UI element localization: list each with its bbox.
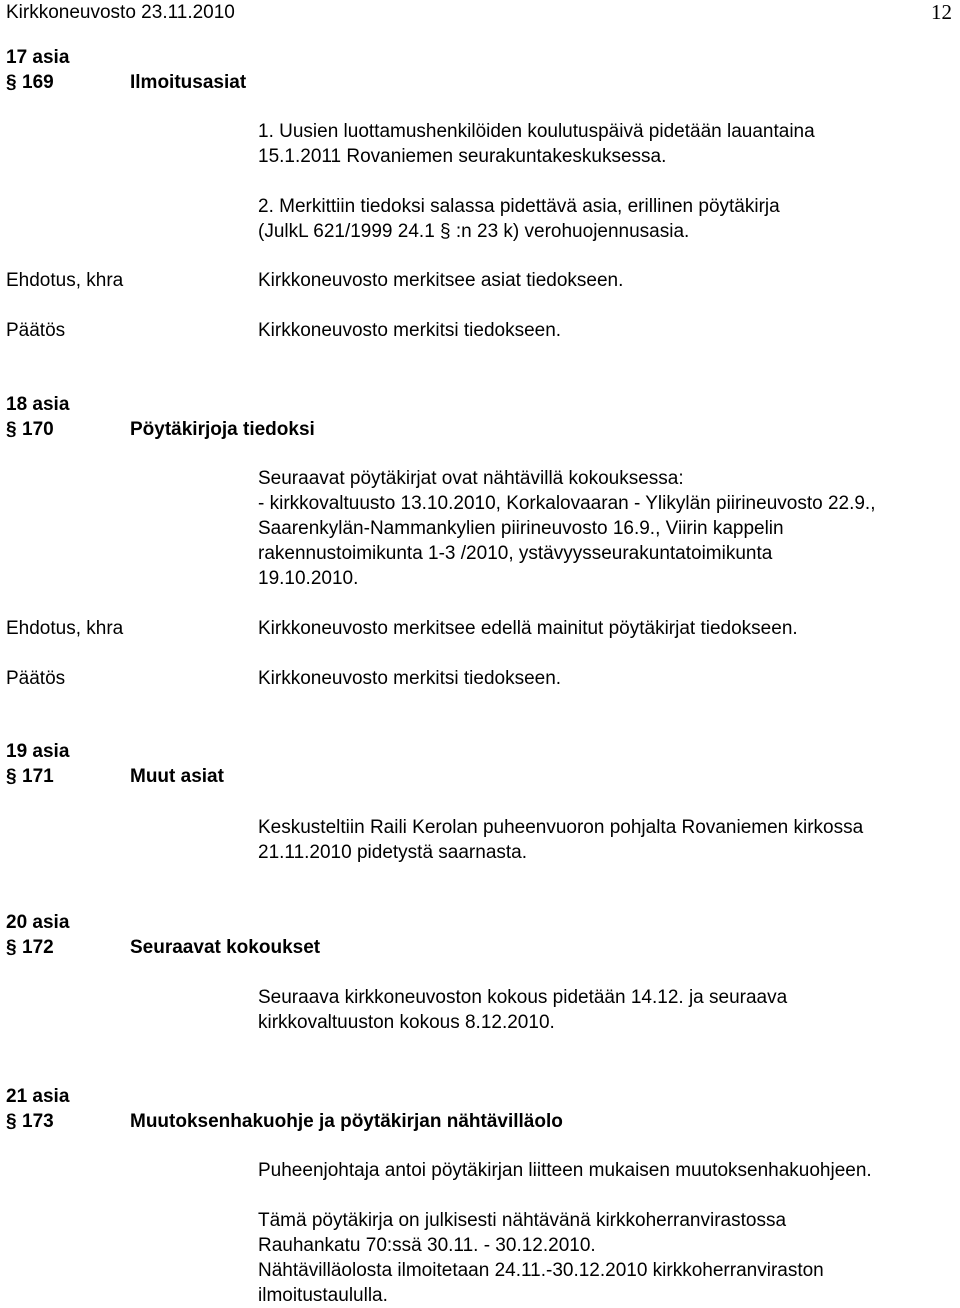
- page-number: 12: [931, 0, 952, 24]
- section-heading: [6, 935, 54, 960]
- section-heading: [6, 70, 54, 95]
- decision-label: Päätös: [6, 668, 66, 689]
- section-asia-number: 17 asia: [6, 47, 70, 68]
- section-title: Muutoksenhakuohje ja pöytäkirjan nähtävilläolo: [130, 1111, 563, 1132]
- body-line: (JulkL 621/1999 24.1 § :n 23 k) verohuojennusasia.: [258, 221, 690, 242]
- body-line: Keskusteltiin Raili Kerolan puheenvuoron pohjalta Rovaniemen kirkossa: [258, 817, 864, 838]
- proposal-label: Ehdotus, khra: [6, 618, 124, 639]
- body-line: 19.10.2010.: [258, 568, 359, 589]
- section-heading: [6, 764, 54, 789]
- section-symbol: §: [6, 766, 17, 787]
- section-number: 171: [22, 766, 54, 787]
- body-line: Rauhankatu 70:ssä 30.11. - 30.12.2010.: [258, 1235, 596, 1256]
- decision-text: Kirkkoneuvosto merkitsi tiedokseen.: [258, 320, 562, 341]
- body-line: Saarenkylän-Nammankylien piirineuvosto 16.9., Viirin kappelin: [258, 518, 784, 539]
- section-symbol: §: [6, 419, 17, 440]
- section-asia-number: 18 asia: [6, 394, 70, 415]
- section-asia-number: 20 asia: [6, 912, 70, 933]
- body-line: 15.1.2011 Rovaniemen seurakuntakeskuksessa.: [258, 146, 667, 167]
- body-line: kirkkovaltuuston kokous 8.12.2010.: [258, 1012, 555, 1033]
- decision-text: Kirkkoneuvosto merkitsi tiedokseen.: [258, 668, 562, 689]
- section-number: 170: [22, 419, 54, 440]
- section-title: Ilmoitusasiat: [130, 72, 247, 93]
- section-title: Seuraavat kokoukset: [130, 937, 321, 958]
- section-title: Muut asiat: [130, 766, 224, 787]
- section-heading: [6, 1109, 54, 1134]
- header-title: Kirkkoneuvosto 23.11.2010: [6, 2, 235, 23]
- section-symbol: §: [6, 937, 17, 958]
- decision-label: Päätös: [6, 320, 66, 341]
- body-line: Puheenjohtaja antoi pöytäkirjan liitteen mukaisen muutoksenhakuohjeen.: [258, 1160, 872, 1181]
- proposal-text: Kirkkoneuvosto merkitsee asiat tiedokseen.: [258, 270, 624, 291]
- section-asia-number: 19 asia: [6, 741, 70, 762]
- body-line: ilmoitustaululla.: [258, 1285, 388, 1306]
- body-line: Seuraavat pöytäkirjat ovat nähtävillä kokouksessa:: [258, 468, 684, 489]
- body-line: rakennustoimikunta 1-3 /2010, ystävyysseurakuntatoimikunta: [258, 543, 773, 564]
- body-line: Seuraava kirkkoneuvoston kokous pidetään 14.12. ja seuraava: [258, 987, 788, 1008]
- section-number: 173: [22, 1111, 54, 1132]
- body-line: Nähtävilläolosta ilmoitetaan 24.11.-30.12.2010 kirkkoherranviraston: [258, 1260, 824, 1281]
- section-number: 172: [22, 937, 54, 958]
- body-line: 1. Uusien luottamushenkilöiden koulutuspäivä pidetään lauantaina: [258, 121, 815, 142]
- section-asia-number: 21 asia: [6, 1086, 70, 1107]
- page-header: [0, 0, 960, 26]
- body-line: 21.11.2010 pidetystä saarnasta.: [258, 842, 528, 863]
- body-line: - kirkkovaltuusto 13.10.2010, Korkalovaaran - Ylikylän piirineuvosto 22.9.,: [258, 493, 876, 514]
- section-title: Pöytäkirjoja tiedoksi: [130, 419, 315, 440]
- section-symbol: §: [6, 1111, 17, 1132]
- section-heading: [6, 417, 54, 442]
- proposal-text: Kirkkoneuvosto merkitsee edellä mainitut pöytäkirjat tiedokseen.: [258, 618, 798, 639]
- section-symbol: §: [6, 72, 17, 93]
- proposal-label: Ehdotus, khra: [6, 270, 124, 291]
- body-line: Tämä pöytäkirja on julkisesti nähtävänä kirkkoherranvirastossa: [258, 1210, 787, 1231]
- body-line: 2. Merkittiin tiedoksi salassa pidettävä asia, erillinen pöytäkirja: [258, 196, 780, 217]
- section-number: 169: [22, 72, 54, 93]
